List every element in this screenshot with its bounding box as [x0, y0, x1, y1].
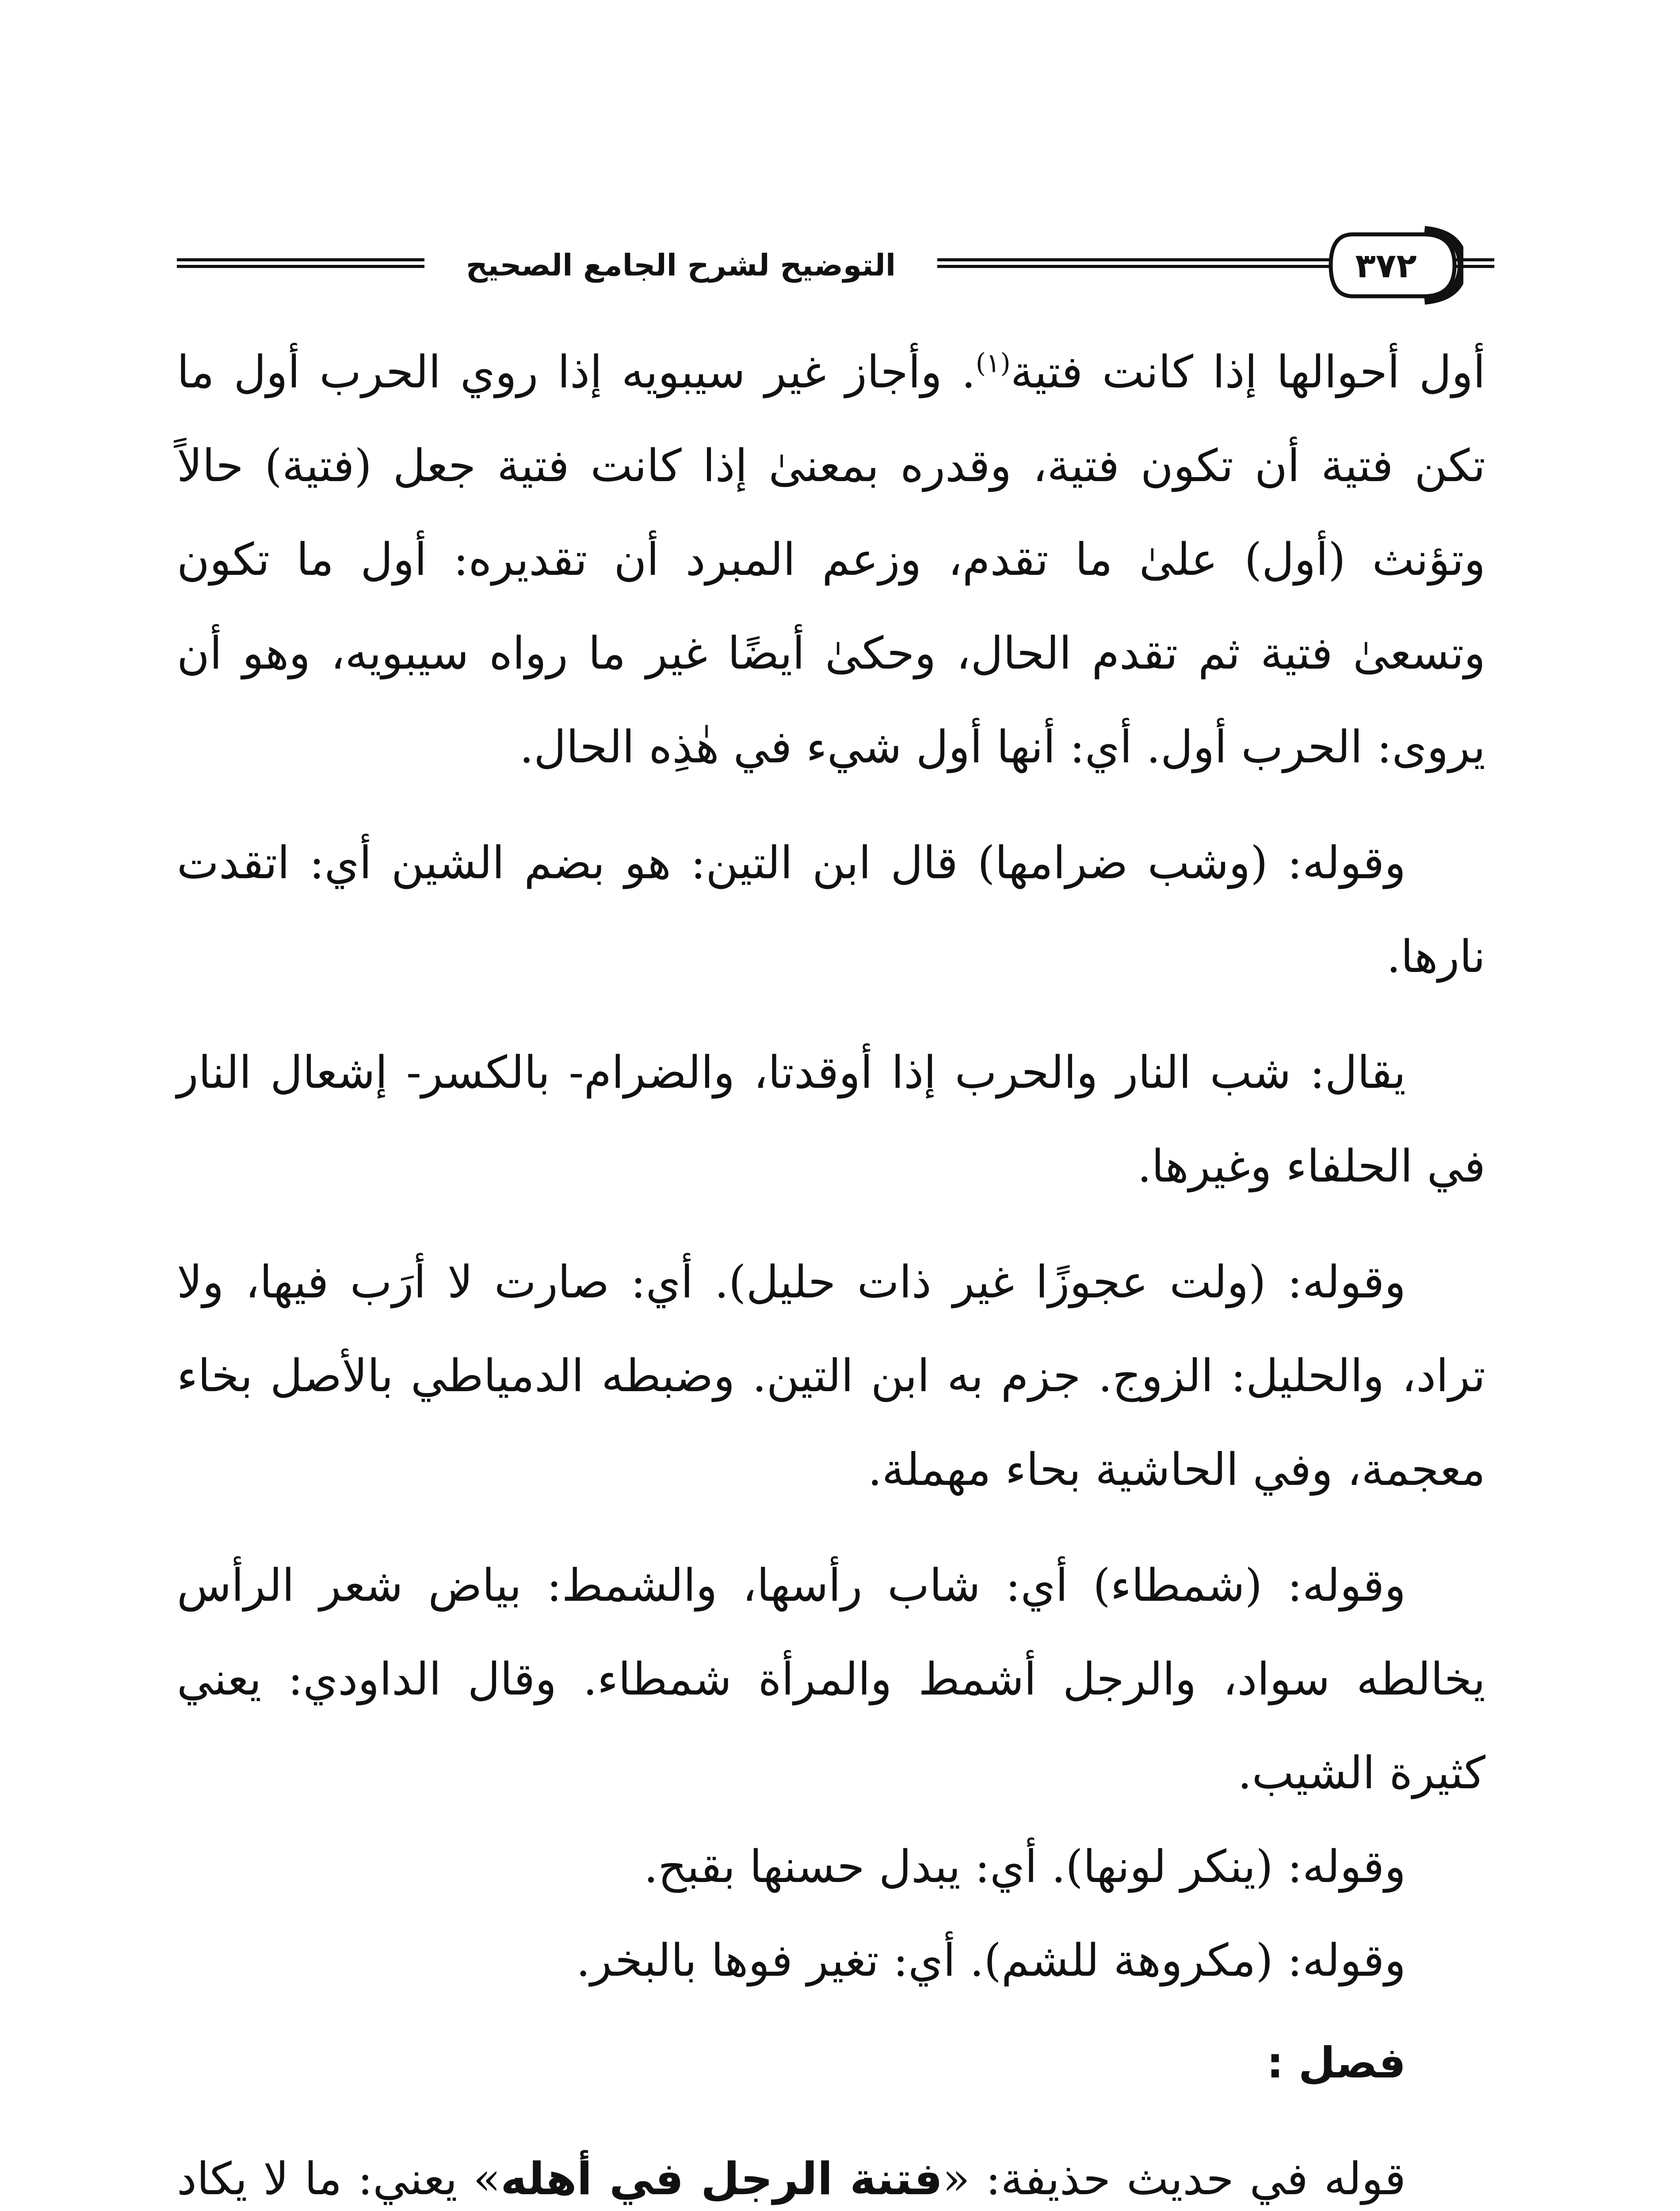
paragraph [177, 2132, 1485, 2211]
section-heading: فصل : [1267, 2038, 1406, 2088]
paragraph [177, 325, 1485, 794]
running-title-wrap [442, 221, 920, 310]
paragraph-text: » يعني: ما لا يكاد [177, 2153, 501, 2205]
paragraph-text: أول أحوالها إذا كانت فتية [1010, 346, 1485, 398]
header-rule-middle [937, 258, 1331, 268]
main-text [177, 325, 1485, 2211]
paragraph: وقوله: (ينكر لونها). أي: يبدل حسنها بقبح. [644, 1840, 1406, 1893]
paragraph: وقوله: (وشب ضرامها) قال ابن التين: هو بضم الشين أي: اتقدت نارها. [177, 837, 1485, 983]
page-number: ٣٧٢ [1355, 245, 1417, 285]
page-number-ornament [1322, 221, 1463, 310]
paragraph: وقوله: (شمطاء) أي: شاب رأسها، والشمط: بياض شعر الرأس يخالطه سواد، والرجل أشمط والمرأة شمطاء. وقال الداودي: يعني كثيرة الشيب. [177, 1559, 1485, 1799]
header-rule-left [177, 258, 424, 268]
running-header [177, 221, 1485, 310]
paragraph: وقوله: (ولت عجوزًا غير ذات حليل). أي: صارت لا أرَب فيها، ولا تراد، والحليل: الزوج. جزم به ابن التين. وضبطه الدمياطي بالأصل بخاء معجمة، وفي الحاشية بحاء مهملة. [177, 1256, 1485, 1496]
quoted-hadith-phrase: فتنة الرجل في أهله [500, 2153, 943, 2205]
running-title: التوضيح لشرح الجامع الصحيح [466, 248, 896, 283]
paragraph-text: . وأجاز غير سيبويه إذا روي الحرب أول ما تكن فتية أن تكون فتية، وقدره بمعنىٰ إذا كانت فتية جعل (فتية) حالاً وتؤنث (أول) علىٰ ما تقدم، وزعم المبرد أن تقديره: أول ما تكون وتسعىٰ فتية ثم تقدم الحال، وحكىٰ أيضًا غير ما رواه سيبويه، وهو أن يروى: الحرب أول. أي: أنها أول شيء في هٰذِه الحال. [177, 346, 1485, 773]
footnote-reference[interactable]: (١) [975, 348, 1011, 379]
header-rule-right [1455, 258, 1494, 268]
paragraph: يقال: شب النار والحرب إذا أوقدتا، والضرام- بالكسر- إشعال النار في الحلفاء وغيرها. [177, 1046, 1485, 1192]
paragraph: وقوله: (مكروهة للشم). أي: تغير فوها بالبخر. [576, 1934, 1406, 1986]
paragraph-text: قوله في حديث حذيفة: « [943, 2153, 1406, 2205]
